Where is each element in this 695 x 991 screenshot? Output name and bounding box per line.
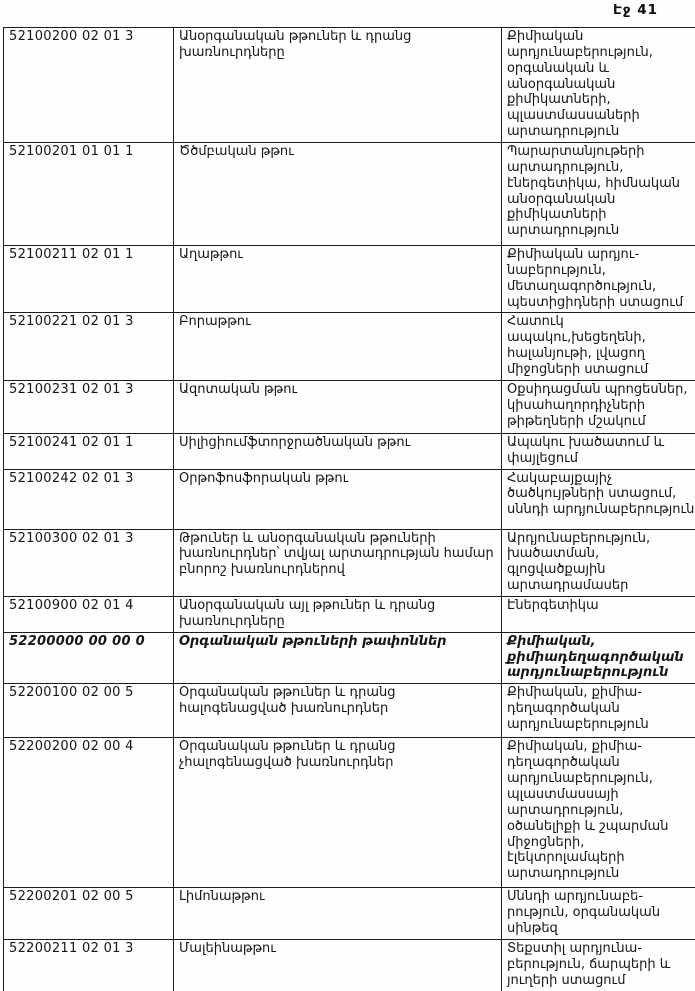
table-row	[4, 433, 695, 469]
table-row	[4, 469, 695, 529]
table-row	[4, 888, 695, 940]
cell-name: Օրգանական թթուների թափոններ	[174, 632, 502, 684]
cell-name: Անօրգանական այլ թթուներ և դրանց խառնուրդները	[174, 597, 502, 633]
cell-use: Պարարտանյութերի արտադրություն, էներգետիկա, հիմնական անօրգանական քիմիկատների արտադրություն	[502, 143, 695, 246]
table-row	[4, 529, 695, 596]
cell-code: 52100241 02 01 1	[4, 433, 174, 469]
cell-code: 52100200 02 01 3	[4, 28, 174, 143]
table-row	[4, 939, 695, 991]
table-row	[4, 28, 695, 143]
cell-use: Հատուկ ապակու,խեցեղենի, հալանյութի, լվացող միջոցների ստացում	[502, 313, 695, 380]
cell-use: Քիմիական, քիմիադեղագործական արդյունաբերություն, պլաստմասսայի արտադրություն, օծանելիքի և շպարման միջոցների, էլեկտրոլամպերի արտադրություն	[502, 738, 695, 888]
cell-code: 52200200 02 00 4	[4, 738, 174, 888]
cell-name: Աղաթթու	[174, 246, 502, 313]
cell-name: Ազոտական թթու	[174, 380, 502, 433]
cell-use: Օքսիդացման պրոցեսներ, կիսահաղորդիչների թիթեղների մշակում	[502, 380, 695, 433]
cell-use: Քիմիական, քիմիադեղագործական արդյունաբերություն	[502, 632, 695, 684]
cell-name: Թթուներ և անօրգանական թթուների խառնուրդներ՝ տվյալ արտադրության համար բնորոշ խառնուրդներով	[174, 529, 502, 596]
page-number: Էջ 41	[612, 2, 658, 18]
cell-name: Ծծմբական թթու	[174, 143, 502, 246]
cell-code: 52200000 00 00 0	[4, 632, 174, 684]
cell-use: Հակաբայքայիչ ծածկույթների ստացում, սննդի արդյունաբերություն	[502, 469, 695, 529]
cell-use: Քիմիական արդյունաբերություն, օրգանական և անօրգանական քիմիկատների, պլաստմասսաների արտադրություն	[502, 28, 695, 143]
cell-code: 52100242 02 01 3	[4, 469, 174, 529]
cell-code: 52100201 01 01 1	[4, 143, 174, 246]
cell-name: Բորաթթու	[174, 313, 502, 380]
table-row	[4, 313, 695, 380]
cell-name: Օրթոֆոսֆորական թթու	[174, 469, 502, 529]
cell-use: Էներգետիկա	[502, 597, 695, 633]
table-row	[4, 738, 695, 888]
cell-name: Օրգանական թթուներ և դրանց հալոգենացված խառնուրդներ	[174, 684, 502, 738]
cell-code: 52100211 02 01 1	[4, 246, 174, 313]
cell-code: 52100900 02 01 4	[4, 597, 174, 633]
table-row	[4, 246, 695, 313]
cell-code: 52200201 02 00 5	[4, 888, 174, 940]
cell-code: 52100221 02 01 3	[4, 313, 174, 380]
cell-code: 52200100 02 00 5	[4, 684, 174, 738]
cell-use: Արդյունաբերություն, խածատման, գլոցվածքային արտադրամասեր	[502, 529, 695, 596]
cell-name: Սիլիցիումֆտորջրածնական թթու	[174, 433, 502, 469]
table-row	[4, 597, 695, 633]
cell-code: 52100300 02 01 3	[4, 529, 174, 596]
cell-use: Սննդի արդյունաբերություն, օրգանական սինթեզ	[502, 888, 695, 940]
cell-name: Լիմոնաթթու	[174, 888, 502, 940]
table-row	[4, 143, 695, 246]
cell-name: Օրգանական թթուներ և դրանց չհալոգենացված խառնուրդներ	[174, 738, 502, 888]
waste-classification-table	[3, 27, 695, 991]
cell-use: Ապակու խածատում և փայլեցում	[502, 433, 695, 469]
table-row	[4, 380, 695, 433]
cell-use: Տեքստիլ արդյունաբերություն, ճարպերի և յուղերի ստացում	[502, 939, 695, 991]
cell-name: Մալեինաթթու	[174, 939, 502, 991]
cell-use: Քիմիական, քիմիադեղագործական արդյունաբերություն	[502, 684, 695, 738]
table-row-group-heading	[4, 632, 695, 684]
cell-name: Անօրգանական թթուներ և դրանց խառնուրդները	[174, 28, 502, 143]
cell-code: 52100231 02 01 3	[4, 380, 174, 433]
cell-code: 52200211 02 01 3	[4, 939, 174, 991]
cell-use: Քիմիական արդյունաբերություն, մետաղագործություն, պեստիցիդների ստացում	[502, 246, 695, 313]
table-row	[4, 684, 695, 738]
